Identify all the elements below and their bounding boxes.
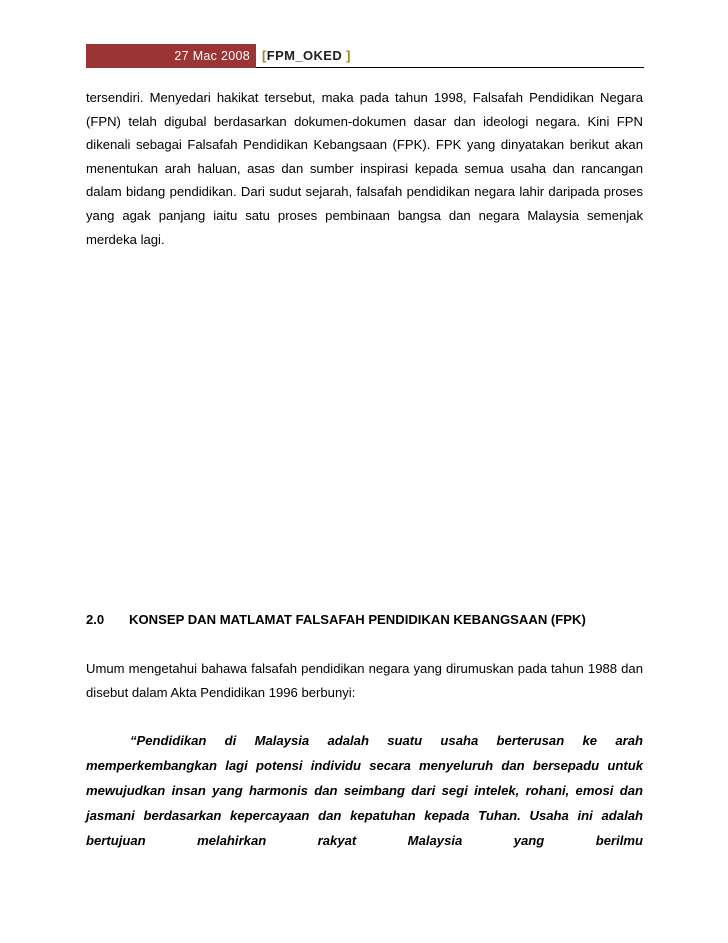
header-date: 27 Mac 2008 (86, 44, 256, 68)
section-number: 2.0 (86, 612, 105, 627)
header-document-tag (262, 44, 351, 68)
header-bracket-open: [ (262, 48, 267, 63)
header-bracket-close: ] (342, 48, 351, 63)
body-paragraph-2: Umum mengetahui bahawa falsafah pendidikan negara yang dirumuskan pada tahun 1988 dan disebut dalam Akta Pendidikan 1996 berbunyi: (86, 661, 643, 700)
fpk-quote: “Pendidikan di Malaysia adalah suatu usaha berterusan ke arah memperkembangkan lagi potensi individu secara menyeluruh dan bersepadu untuk mewujudkan insan yang harmonis dan seimbang dari segi intelek, rohani, emosi dan jasmani berdasarkan kepercayaan dan kepatuhan kepada Tuhan. Usaha ini adalah bertujuan melahirkan rakyat Malaysia yang berilmu (86, 733, 643, 848)
body-paragraph-1: tersendiri. Menyedari hakikat tersebut, maka pada tahun 1998, Falsafah Pendidikan Negara (FPN) telah digubal berdasarkan dokumen-dokumen dasar dan ideologi negara. Kini FPN dikenali sebagai Falsafah Pendidikan Kebangsaan (FPK). FPK yang dinyatakan berikut akan menentukan arah haluan, asas dan sumber inspirasi kepada semua usaha dan rancangan dalam bidang pendidikan. Dari sudut sejarah, falsafah pendidikan negara lahir daripada proses yang agak panjang iaitu satu proses pembinaan bangsa dan negara Malaysia semenjak merdeka lagi. (86, 90, 643, 247)
page-header (86, 44, 644, 68)
section-heading (86, 608, 643, 632)
header-tag-text: FPM_OKED (266, 48, 343, 63)
section-title: KONSEP DAN MATLAMAT FALSAFAH PENDIDIKAN KEBANGSAAN (FPK) (129, 612, 586, 627)
header-rule (256, 67, 644, 69)
